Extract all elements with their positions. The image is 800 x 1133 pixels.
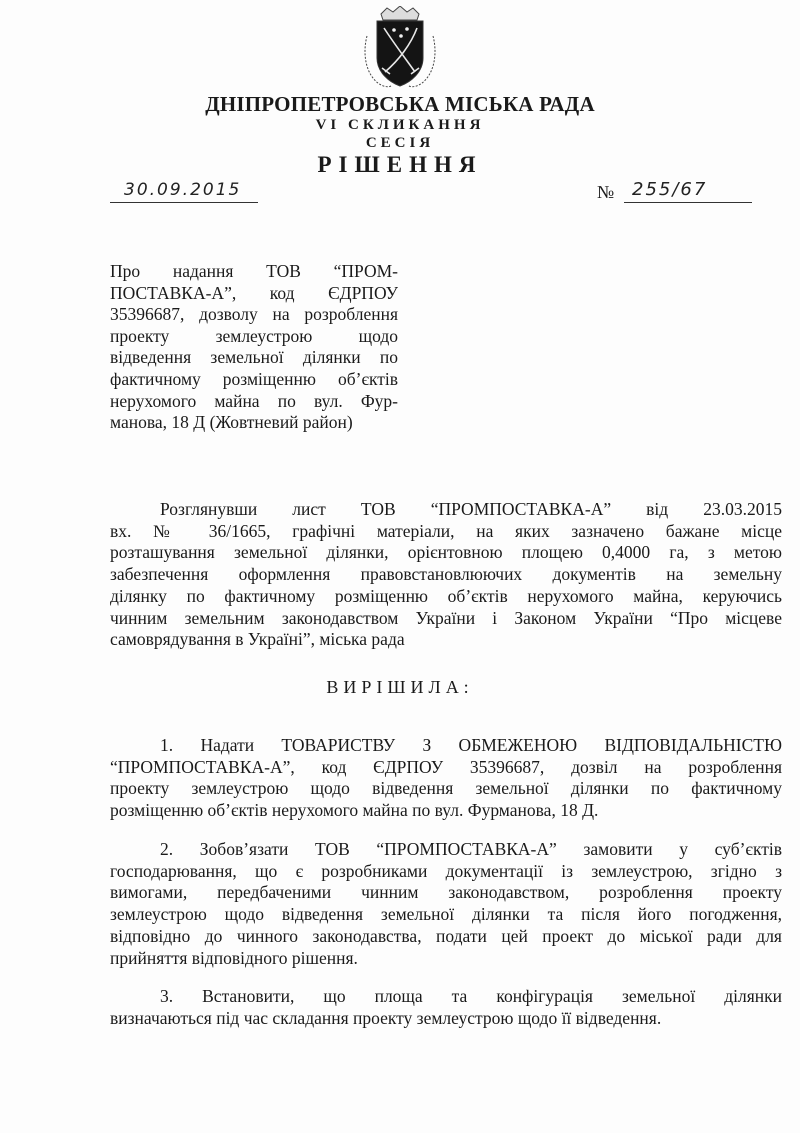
preamble-line: вх. № 36/1665, графічні матеріали, на яких зазначено бажане місце [110,520,782,541]
number-label: № [597,182,615,202]
decision-date: 30.09.2015 [124,180,242,200]
resolved-heading: ВИРІШИЛА: [326,677,474,697]
resolution-item-1 [110,735,782,822]
number-field [624,178,752,203]
item-line: проекту землеустрою щодо відведення земельної ділянки по фактичному [110,778,782,799]
item-line: господарювання, що є розробниками документації із землеустрою, згідно з [110,860,782,881]
date-field [110,178,258,203]
item-line: визначаються під час складання проекту землеустрою щодо її відведення. [110,1007,662,1028]
subject-line: нерухомого майна по вул. Фур- [110,390,398,411]
coat-of-arms-icon [361,6,439,90]
decision-number: 255/67 [632,179,708,200]
resolution-item-3 [110,986,782,1029]
preamble-line: Розглянувши лист ТОВ “ПРОМПОСТАВКА-А” від 23.03.2015 [160,499,782,519]
item-line: 1. Надати ТОВАРИСТВУ З ОБМЕЖЕНОЮ ВІДПОВІДАЛЬНІСТЮ [160,735,782,755]
preamble-line: ділянку по фактичному розміщенню об’єктів нерухомого майна, керуючись [110,585,782,606]
item-line: прийняття відповідного рішення. [110,947,358,968]
convocation: VI СКЛИКАННЯ [315,117,485,133]
item-line: 3. Встановити, що площа та конфігурація земельної ділянки [160,986,782,1006]
subject-line: манова, 18 Д (Жовтневий район) [110,412,353,433]
document-type: РІШЕННЯ [317,152,483,177]
decision-subject [110,261,398,434]
resolution-item-2 [110,839,782,969]
session-label: СЕСІЯ [365,135,435,151]
subject-line: 35396687, дозволу на розроблення [110,304,398,325]
subject-line: ПОСТАВКА-А”, код ЄДРПОУ [110,282,398,303]
subject-line: Про надання ТОВ “ПРОМ- [110,261,398,281]
preamble [110,499,782,651]
subject-line: фактичному розміщенню об’єктів [110,368,398,389]
preamble-line: чинним земельним законодавством України і Законом України “Про місцеве [110,607,782,628]
item-line: вимогами, передбаченими чинним законодавством, розроблення проекту [110,882,782,903]
preamble-line: самоврядування в Україні”, міська рада [110,629,405,650]
item-line: 2. Зобов’язати ТОВ “ПРОМПОСТАВКА-А” замовити у суб’єктів [160,839,782,859]
subject-line: проекту землеустрою щодо [110,325,398,346]
item-line: розміщенню об’єктів нерухомого майна по вул. Фурманова, 18 Д. [110,800,599,821]
item-line: “ПРОМПОСТАВКА-А”, код ЄДРПОУ 35396687, дозвіл на розроблення [110,756,782,777]
item-line: землеустрою щодо відведення земельної ділянки та після його погодження, [110,904,782,925]
council-name: ДНІПРОПЕТРОВСЬКА МІСЬКА РАДА [205,92,595,116]
preamble-line: забезпечення оформлення правовстановлюючих документів на земельну [110,564,782,585]
preamble-line: розташування земельної ділянки, орієнтовною площею 0,4000 га, з метою [110,542,782,563]
subject-line: відведення земельної ділянки по [110,347,398,368]
item-line: відповідно до чинного законодавства, подати цей проект до міської ради для [110,925,782,946]
